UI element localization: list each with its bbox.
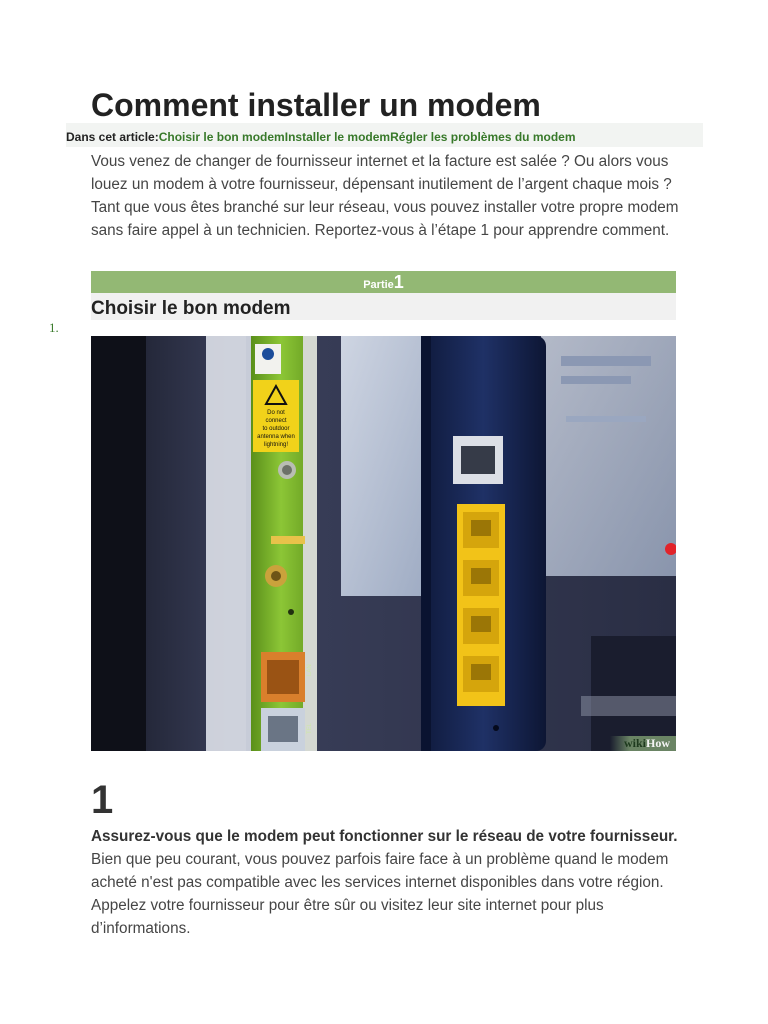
- watermark-how: How: [646, 736, 670, 750]
- intro-paragraph: Vous venez de changer de fournisseur internet et la facture est salée ? Ou alors vous louez un modem à votre fournisseur, dépensant inutilement de l’argent chaque mois ? Tant que vous êtes branché sur leur réseau, vous pouvez installer votre propre modem sans faire appel à un technicien. Reportez-vous à l’étape 1 pour apprendre comment.: [91, 153, 679, 239]
- step-number: 1: [91, 778, 114, 822]
- part-label: Partie: [363, 279, 394, 291]
- step-bold-summary: Assurez-vous que le modem peut fonctionner sur le réseau de votre fournisseur.: [91, 828, 678, 845]
- list-marker: 1.: [49, 320, 59, 335]
- wikihow-watermark: [610, 736, 676, 751]
- warning-line-5: lightning!: [263, 442, 289, 448]
- toc-link-choose[interactable]: Choisir le bon modem: [158, 130, 285, 144]
- watermark-wiki: wiki: [623, 736, 646, 750]
- toc-link-install[interactable]: Installer le modem: [284, 130, 391, 144]
- warning-line-1: Do not: [267, 410, 285, 416]
- step-description: [91, 825, 681, 940]
- modem-photo: [91, 336, 676, 751]
- warning-line-3: to outdoor: [262, 426, 290, 432]
- toc-link-troubleshoot[interactable]: Régler les problèmes du modem: [390, 130, 576, 144]
- table-of-contents: [66, 123, 703, 147]
- side-label-tel: TEL: [307, 722, 313, 734]
- part-banner: [91, 271, 676, 293]
- side-label-lan: LAN: [307, 664, 313, 676]
- warning-line-2: connect: [265, 418, 287, 424]
- section-heading: Choisir le bon modem: [91, 293, 676, 320]
- step-image: [91, 336, 676, 751]
- step-detail: Bien que peu courant, vous pouvez parfois faire face à un problème quand le modem acheté n'est pas compatible avec les services internet disponibles dans votre région. Appelez votre fournisseur pour être sûr ou visitez leur site internet pour plus d’informations.: [91, 851, 669, 937]
- page-title: Comment installer un modem: [91, 87, 541, 123]
- toc-label: Dans cet article:: [66, 130, 159, 144]
- warning-line-4: antenna when: [257, 434, 295, 440]
- part-number: 1: [393, 272, 404, 292]
